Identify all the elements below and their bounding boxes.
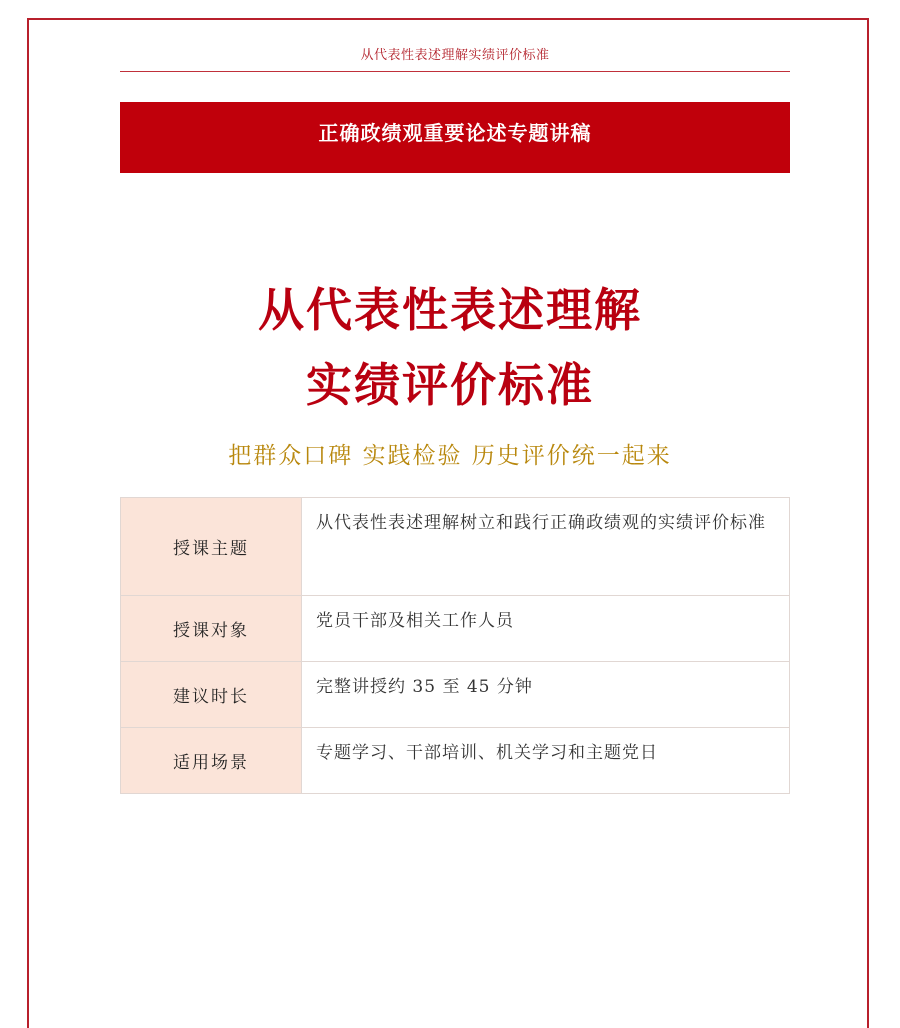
table-row	[121, 498, 790, 596]
row-label: 授课主题	[121, 498, 302, 596]
row-value: 专题学习、干部培训、机关学习和主题党日	[302, 728, 790, 794]
row-value: 完整讲授约 35 至 45 分钟	[302, 662, 790, 728]
info-table	[120, 497, 790, 794]
title-banner	[120, 102, 790, 173]
subtitle: 把群众口碑 实践检验 历史评价统一起来	[228, 443, 672, 469]
main-title-line-1: 从代表性表述理解	[258, 283, 642, 337]
table-row	[121, 728, 790, 794]
running-header: 从代表性表述理解实绩评价标准	[360, 48, 550, 63]
row-value: 党员干部及相关工作人员	[302, 596, 790, 662]
row-value: 从代表性表述理解树立和践行正确政绩观的实绩评价标准	[302, 498, 790, 596]
banner-text: 正确政绩观重要论述专题讲稿	[318, 121, 592, 145]
row-label: 适用场景	[121, 728, 302, 794]
row-label: 建议时长	[121, 662, 302, 728]
main-title-line-2: 实绩评价标准	[306, 358, 594, 412]
header-divider	[120, 71, 790, 72]
row-label: 授课对象	[121, 596, 302, 662]
table-row	[121, 596, 790, 662]
table-row	[121, 662, 790, 728]
